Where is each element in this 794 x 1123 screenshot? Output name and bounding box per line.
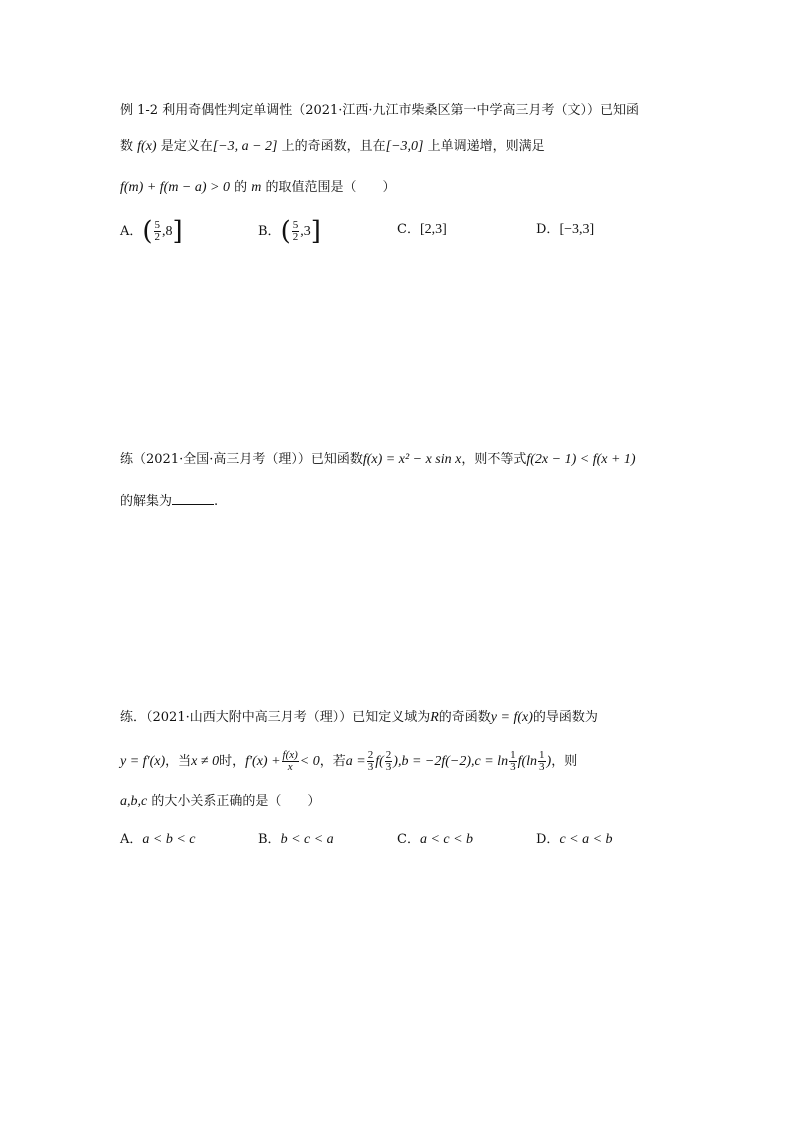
q3-option-c[interactable]: C．a < c < b <box>397 832 474 847</box>
q2-line1: 练（2021·全国·高三月考（理））已知函数f(x) = x² − x sin x，则不等式f(2x − 1) < f(x + 1) <box>120 452 636 467</box>
q1-line3: f(m) + f(m − a) > 0 的 m 的取值范围是（ ） <box>120 180 396 195</box>
q3-option-b[interactable]: B．b < c < a <box>258 832 334 847</box>
q3-line1: 练．（2021·山西大附中高三月考（理））已知定义域为R的奇函数y = f(x)的导函数为 <box>120 710 598 725</box>
q1-line2: 数 f(x) 是定义在[−3, a − 2] 上的奇函数，且在[−3,0] 上单调递增，则满足 <box>120 139 545 154</box>
q1-option-a[interactable]: A．( $\frac{5}{2}$ ,8] <box>120 216 183 247</box>
interval-increasing: [−3,0] <box>385 139 424 154</box>
inequality: f(2x − 1) < f(x + 1) <box>526 452 636 467</box>
q3-option-d[interactable]: D．c < a < b <box>536 832 613 847</box>
q2-line2: 的解集为 . <box>120 494 219 509</box>
answer-blank[interactable] <box>172 492 214 505</box>
inequality-math: f(m) + f(m − a) > 0 <box>120 180 230 195</box>
function-def: f(x) = x² − x sin x <box>362 452 462 467</box>
interval-domain: [−3, a − 2] <box>212 139 278 154</box>
q1-option-c[interactable]: C．[2,3] <box>397 222 447 237</box>
q1-option-d[interactable]: D．[−3,3] <box>536 222 595 237</box>
q3-line2: y = f′(x)，当x ≠ 0时，f′(x) + $\frac{f(x)}{x}$ < 0，若a = $\frac{2}{3}$ f( $\frac{2}{3}$ ),b = −2f(−2),c = ln $\frac{1}{3}$ f(ln $\frac{1}{3}$ )，则 <box>120 749 578 773</box>
q3-line3: a,b,c 的大小关系正确的是（ ） <box>120 794 321 809</box>
q1-line1 <box>120 101 639 121</box>
q1-option-b[interactable]: B．( $\frac{5}{2}$ ,3] <box>258 216 321 247</box>
q3-option-a[interactable]: A．a < b < c <box>120 832 196 847</box>
q1-stem-text: 例 1-2 利用奇偶性判定单调性（2021·江西·九江市柴桑区第一中学高三月考（文））已知函 <box>120 103 640 118</box>
fx-math: f(x) <box>137 139 157 154</box>
